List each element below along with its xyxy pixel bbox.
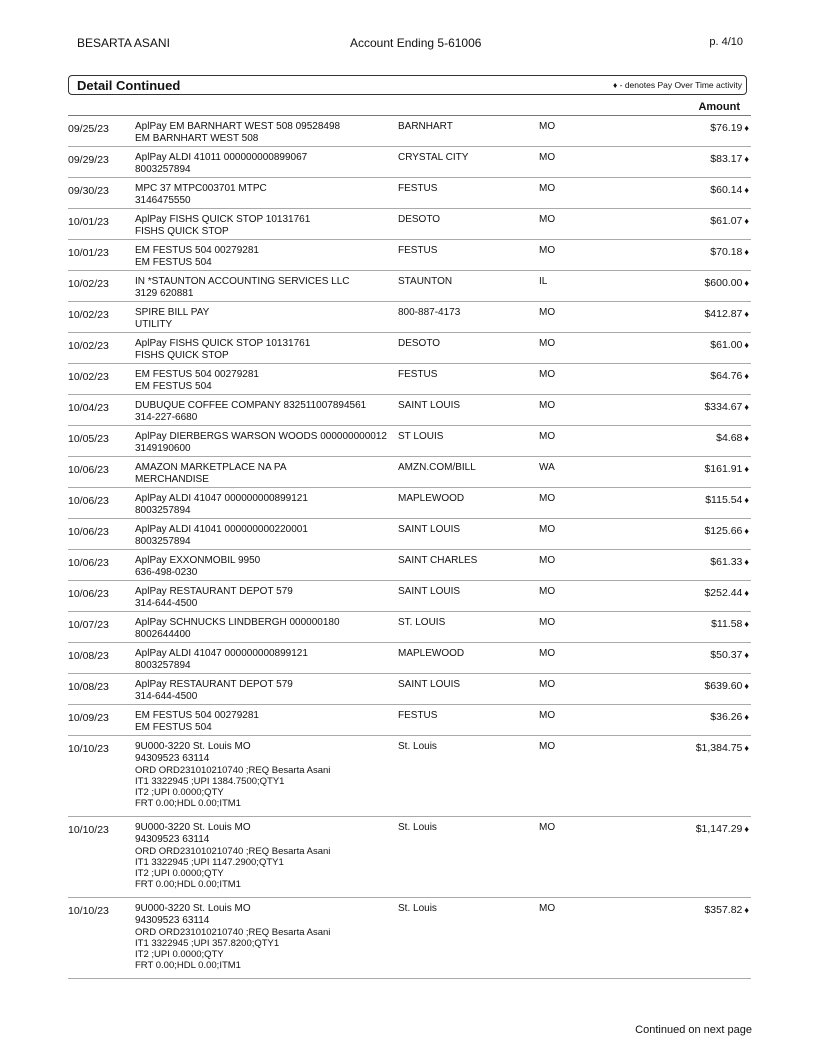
transaction-city: ST. LOUIS — [398, 617, 446, 628]
description-line: FRT 0.00;HDL 0.00;ITM1 — [135, 879, 241, 890]
transaction-row — [68, 612, 751, 643]
transaction-amount: $76.19 — [710, 122, 743, 134]
transaction-state: IL — [539, 276, 548, 287]
transaction-row — [68, 488, 751, 519]
transaction-city: FESTUS — [398, 183, 438, 194]
pay-over-time-icon: ♦ — [744, 588, 749, 598]
pay-over-time-icon: ♦ — [744, 247, 749, 257]
transaction-state: MO — [539, 431, 556, 442]
transaction-city: CRYSTAL CITY — [398, 152, 469, 163]
amount-column-header: Amount — [698, 101, 740, 113]
cardholder-name: BESARTA ASANI — [77, 36, 170, 50]
description-line: EM FESTUS 504 — [135, 381, 212, 392]
transaction-date: 10/06/23 — [68, 526, 109, 538]
transaction-row — [68, 240, 751, 271]
pay-over-time-icon: ♦ — [744, 619, 749, 629]
pay-over-time-icon: ♦ — [744, 216, 749, 226]
transaction-amount: $1,384.75 — [695, 742, 743, 754]
transaction-amount-cell — [710, 122, 749, 134]
transaction-city: St. Louis — [398, 822, 437, 833]
transaction-date: 10/01/23 — [68, 216, 109, 228]
transaction-state: MO — [539, 741, 556, 752]
transaction-description — [135, 431, 395, 455]
pay-over-time-icon: ♦ — [744, 278, 749, 288]
description-line: AplPay SCHNUCKS LINDBERGH 000000180 — [135, 617, 340, 628]
description-line: 94309523 63114 — [135, 915, 210, 926]
transaction-amount-cell — [710, 711, 749, 723]
description-line: EM FESTUS 504 — [135, 257, 212, 268]
transaction-state: WA — [539, 462, 555, 473]
description-line: IT1 3322945 ;UPI 1147.2900;QTY1 — [135, 857, 284, 868]
transaction-amount: $11.58 — [711, 618, 743, 630]
transaction-row — [68, 178, 751, 209]
transaction-description — [135, 710, 395, 734]
transaction-date: 10/09/23 — [68, 712, 109, 724]
description-line: MERCHANDISE — [135, 474, 209, 485]
transaction-state: MO — [539, 400, 556, 411]
transaction-amount-cell — [710, 556, 749, 568]
transaction-city: AMZN.COM/BILL — [398, 462, 476, 473]
pay-over-time-icon: ♦ — [744, 824, 749, 834]
transaction-row — [68, 116, 751, 147]
transaction-date: 10/05/23 — [68, 433, 109, 445]
description-line: IT1 3322945 ;UPI 1384.7500;QTY1 — [135, 776, 285, 787]
transaction-state: MO — [539, 679, 556, 690]
transaction-state: MO — [539, 524, 556, 535]
pay-over-time-icon: ♦ — [744, 681, 749, 691]
transaction-city: MAPLEWOOD — [398, 493, 465, 504]
transaction-date: 10/06/23 — [68, 588, 109, 600]
description-line: AMAZON MARKETPLACE NA PA — [135, 462, 287, 473]
description-line: AplPay DIERBERGS WARSON WOODS 000000000012 — [135, 431, 387, 442]
transaction-amount-cell — [711, 618, 749, 630]
transaction-state: MO — [539, 183, 556, 194]
description-line: AplPay ALDI 41011 000000000899067 — [135, 152, 308, 163]
transaction-date: 10/06/23 — [68, 464, 109, 476]
transaction-description — [135, 183, 395, 207]
transaction-description — [135, 245, 395, 269]
transaction-date: 10/06/23 — [68, 495, 109, 507]
description-line: IT1 3322945 ;UPI 357.8200;QTY1 — [135, 938, 280, 949]
transaction-city: ST LOUIS — [398, 431, 444, 442]
transaction-state: MO — [539, 245, 556, 256]
transaction-row — [68, 395, 751, 426]
transaction-city: SAINT LOUIS — [398, 524, 461, 535]
description-line: AplPay FISHS QUICK STOP 10131761 — [135, 214, 311, 225]
continued-note: Continued on next page — [635, 1024, 752, 1036]
description-line: 3129 620881 — [135, 288, 194, 299]
description-line: IN *STAUNTON ACCOUNTING SERVICES LLC — [135, 276, 350, 287]
transaction-amount-cell — [704, 680, 749, 692]
transaction-city: MAPLEWOOD — [398, 648, 465, 659]
description-line: ORD ORD231010210740 ;REQ Besarta Asani — [135, 927, 331, 938]
description-line: 3146475550 — [135, 195, 191, 206]
transaction-state: MO — [539, 214, 556, 225]
transaction-state: MO — [539, 338, 556, 349]
transaction-city: BARNHART — [398, 121, 453, 132]
transaction-amount: $1,147.29 — [695, 823, 743, 835]
description-line: 8003257894 — [135, 660, 191, 671]
transaction-state: MO — [539, 903, 556, 914]
transaction-amount-cell — [704, 587, 749, 599]
description-line: DUBUQUE COFFEE COMPANY 832511007894561 — [135, 400, 367, 411]
transaction-date: 10/07/23 — [68, 619, 109, 631]
transaction-row — [68, 817, 751, 898]
description-line: IT2 ;UPI 0.0000;QTY — [135, 787, 224, 798]
pay-over-time-icon: ♦ — [744, 433, 749, 443]
transaction-row — [68, 364, 751, 395]
page-number: p. 4/10 — [709, 36, 743, 48]
transaction-description — [135, 903, 395, 971]
description-line: 636-498-0230 — [135, 567, 198, 578]
transaction-amount: $4.68 — [716, 432, 743, 444]
transaction-amount: $125.66 — [704, 525, 743, 537]
description-line: 8003257894 — [135, 505, 191, 516]
transaction-city: DESOTO — [398, 338, 441, 349]
transaction-city: FESTUS — [398, 369, 438, 380]
pay-over-time-icon: ♦ — [744, 402, 749, 412]
description-line: 8002644400 — [135, 629, 191, 640]
description-line: 314-644-4500 — [135, 598, 198, 609]
account-ending: Account Ending 5-61006 — [350, 36, 482, 50]
transaction-state: MO — [539, 493, 556, 504]
pay-over-time-icon: ♦ — [744, 650, 749, 660]
transaction-city: 800-887-4173 — [398, 307, 461, 318]
transaction-amount: $357.82 — [704, 904, 743, 916]
transaction-date: 09/29/23 — [68, 154, 109, 166]
description-line: EM BARNHART WEST 508 — [135, 133, 259, 144]
description-line: AplPay EXXONMOBIL 9950 — [135, 555, 261, 566]
transaction-description — [135, 555, 395, 579]
transaction-state: MO — [539, 648, 556, 659]
transaction-row — [68, 271, 751, 302]
description-line: 8003257894 — [135, 164, 191, 175]
description-line: UTILITY — [135, 319, 173, 330]
transaction-date: 10/08/23 — [68, 650, 109, 662]
description-line: EM FESTUS 504 00279281 — [135, 245, 259, 256]
transaction-amount-cell — [710, 215, 749, 227]
description-line: AplPay ALDI 41041 000000000220001 — [135, 524, 308, 535]
transaction-row — [68, 674, 751, 705]
pay-over-time-legend: ♦ - denotes Pay Over Time activity — [612, 80, 742, 90]
description-line: FRT 0.00;HDL 0.00;ITM1 — [135, 798, 241, 809]
transaction-state: MO — [539, 710, 556, 721]
transaction-amount-cell — [704, 463, 749, 475]
pay-over-time-icon: ♦ — [744, 743, 749, 753]
pay-over-time-icon: ♦ — [744, 123, 749, 133]
transaction-date: 10/02/23 — [68, 309, 109, 321]
transaction-amount: $412.87 — [704, 308, 743, 320]
transaction-state: MO — [539, 307, 556, 318]
transaction-row — [68, 457, 751, 488]
transaction-amount-cell — [696, 823, 749, 835]
transaction-description — [135, 586, 395, 610]
description-line: ORD ORD231010210740 ;REQ Besarta Asani — [135, 765, 331, 776]
transaction-state: MO — [539, 121, 556, 132]
description-line: FRT 0.00;HDL 0.00;ITM1 — [135, 960, 241, 971]
description-line: AplPay ALDI 41047 000000000899121 — [135, 493, 308, 504]
description-line: EM FESTUS 504 — [135, 722, 212, 733]
pay-over-time-icon: ♦ — [744, 185, 749, 195]
description-line: EM FESTUS 504 00279281 — [135, 710, 259, 721]
transaction-state: MO — [539, 152, 556, 163]
transaction-amount-cell — [710, 649, 749, 661]
transaction-amount: $36.26 — [710, 711, 743, 723]
pay-over-time-icon: ♦ — [744, 464, 749, 474]
transaction-state: MO — [539, 555, 556, 566]
transaction-city: SAINT LOUIS — [398, 586, 461, 597]
transaction-city: FESTUS — [398, 245, 438, 256]
transaction-amount-cell — [710, 246, 749, 258]
transaction-date: 10/08/23 — [68, 681, 109, 693]
description-line: 314-227-6680 — [135, 412, 198, 423]
pay-over-time-icon: ♦ — [744, 371, 749, 381]
description-line: SPIRE BILL PAY — [135, 307, 210, 318]
transaction-description — [135, 152, 395, 176]
description-line: ORD ORD231010210740 ;REQ Besarta Asani — [135, 846, 331, 857]
transaction-date: 10/06/23 — [68, 557, 109, 569]
transaction-date: 09/30/23 — [68, 185, 109, 197]
description-line: IT2 ;UPI 0.0000;QTY — [135, 868, 224, 879]
description-line: AplPay FISHS QUICK STOP 10131761 — [135, 338, 311, 349]
transaction-date: 10/02/23 — [68, 371, 109, 383]
pay-over-time-icon: ♦ — [744, 526, 749, 536]
transaction-description — [135, 400, 395, 424]
description-line: 9U000-3220 St. Louis MO — [135, 741, 251, 752]
transaction-description — [135, 214, 395, 238]
description-line: 8003257894 — [135, 536, 191, 547]
description-line: 94309523 63114 — [135, 834, 210, 845]
transaction-date: 10/10/23 — [68, 743, 109, 755]
transaction-description — [135, 741, 395, 809]
transaction-description — [135, 307, 395, 331]
transaction-amount: $61.07 — [710, 215, 743, 227]
transaction-description — [135, 617, 395, 641]
transaction-row — [68, 581, 751, 612]
transaction-date: 10/02/23 — [68, 278, 109, 290]
pay-over-time-icon: ♦ — [744, 309, 749, 319]
transaction-amount-cell — [704, 308, 749, 320]
transaction-description — [135, 648, 395, 672]
transaction-amount: $639.60 — [704, 680, 743, 692]
transaction-date: 10/01/23 — [68, 247, 109, 259]
transaction-amount: $600.00 — [704, 277, 743, 289]
transaction-amount: $60.14 — [710, 184, 743, 196]
transaction-row — [68, 147, 751, 178]
description-line: AplPay RESTAURANT DEPOT 579 — [135, 586, 293, 597]
transaction-amount: $50.37 — [710, 649, 743, 661]
transaction-amount-cell — [710, 339, 749, 351]
transaction-state: MO — [539, 586, 556, 597]
description-line: 9U000-3220 St. Louis MO — [135, 903, 251, 914]
pay-over-time-icon: ♦ — [744, 340, 749, 350]
transaction-amount-cell — [704, 525, 749, 537]
transaction-description — [135, 276, 395, 300]
transaction-city: St. Louis — [398, 741, 437, 752]
section-title: Detail Continued — [77, 78, 181, 93]
transaction-date: 09/25/23 — [68, 123, 109, 135]
description-line: 314-644-4500 — [135, 691, 198, 702]
pay-over-time-icon: ♦ — [744, 712, 749, 722]
description-line: 3149190600 — [135, 443, 191, 454]
transaction-row — [68, 519, 751, 550]
transaction-date: 10/04/23 — [68, 402, 109, 414]
description-line: FISHS QUICK STOP — [135, 350, 229, 361]
transaction-description — [135, 822, 395, 890]
transaction-list — [68, 116, 751, 979]
transaction-row — [68, 426, 751, 457]
transaction-description — [135, 369, 395, 393]
transaction-state: MO — [539, 822, 556, 833]
transaction-description — [135, 121, 395, 145]
transaction-amount: $64.76 — [710, 370, 743, 382]
section-banner — [68, 75, 747, 95]
transaction-row — [68, 643, 751, 674]
transaction-amount: $70.18 — [710, 246, 743, 258]
pay-over-time-icon: ♦ — [744, 495, 749, 505]
transaction-amount: $83.17 — [710, 153, 743, 165]
transaction-description — [135, 493, 395, 517]
description-line: EM FESTUS 504 00279281 — [135, 369, 259, 380]
transaction-row — [68, 736, 751, 817]
transaction-state: MO — [539, 369, 556, 380]
transaction-amount-cell — [716, 432, 749, 444]
transaction-amount: $61.33 — [710, 556, 743, 568]
transaction-amount: $161.91 — [704, 463, 743, 475]
description-line: 9U000-3220 St. Louis MO — [135, 822, 251, 833]
transaction-amount-cell — [704, 277, 749, 289]
pay-over-time-icon: ♦ — [744, 557, 749, 567]
transaction-city: FESTUS — [398, 710, 438, 721]
transaction-amount-cell — [710, 184, 749, 196]
transaction-state: MO — [539, 617, 556, 628]
transaction-date: 10/02/23 — [68, 340, 109, 352]
description-line: AplPay EM BARNHART WEST 508 09528498 — [135, 121, 341, 132]
description-line: IT2 ;UPI 0.0000;QTY — [135, 949, 224, 960]
transaction-city: STAUNTON — [398, 276, 453, 287]
transaction-city: SAINT CHARLES — [398, 555, 478, 566]
transaction-row — [68, 550, 751, 581]
transaction-row — [68, 302, 751, 333]
transaction-amount-cell — [710, 370, 749, 382]
transaction-amount: $334.67 — [704, 401, 743, 413]
transaction-description — [135, 338, 395, 362]
transaction-description — [135, 524, 395, 548]
transaction-description — [135, 462, 395, 486]
transaction-row — [68, 209, 751, 240]
transaction-amount: $61.00 — [710, 339, 743, 351]
transaction-city: SAINT LOUIS — [398, 679, 461, 690]
transaction-amount-cell — [710, 153, 749, 165]
description-line: AplPay ALDI 41047 000000000899121 — [135, 648, 308, 659]
description-line: AplPay RESTAURANT DEPOT 579 — [135, 679, 293, 690]
transaction-row — [68, 898, 751, 979]
statement-header — [0, 36, 816, 52]
pay-over-time-icon: ♦ — [744, 905, 749, 915]
transaction-amount: $252.44 — [704, 587, 743, 599]
transaction-date: 10/10/23 — [68, 905, 109, 917]
transaction-date: 10/10/23 — [68, 824, 109, 836]
transaction-description — [135, 679, 395, 703]
transaction-amount-cell — [696, 742, 749, 754]
transaction-amount: $115.54 — [705, 494, 743, 506]
description-line: FISHS QUICK STOP — [135, 226, 229, 237]
transaction-row — [68, 705, 751, 736]
description-line: MPC 37 MTPC003701 MTPC — [135, 183, 267, 194]
transaction-city: DESOTO — [398, 214, 441, 225]
description-line: 94309523 63114 — [135, 753, 210, 764]
transaction-amount-cell — [704, 904, 749, 916]
transaction-amount-cell — [705, 494, 749, 506]
transaction-amount-cell — [704, 401, 749, 413]
pay-over-time-icon: ♦ — [744, 154, 749, 164]
transaction-city: St. Louis — [398, 903, 437, 914]
transaction-row — [68, 333, 751, 364]
transaction-city: SAINT LOUIS — [398, 400, 461, 411]
